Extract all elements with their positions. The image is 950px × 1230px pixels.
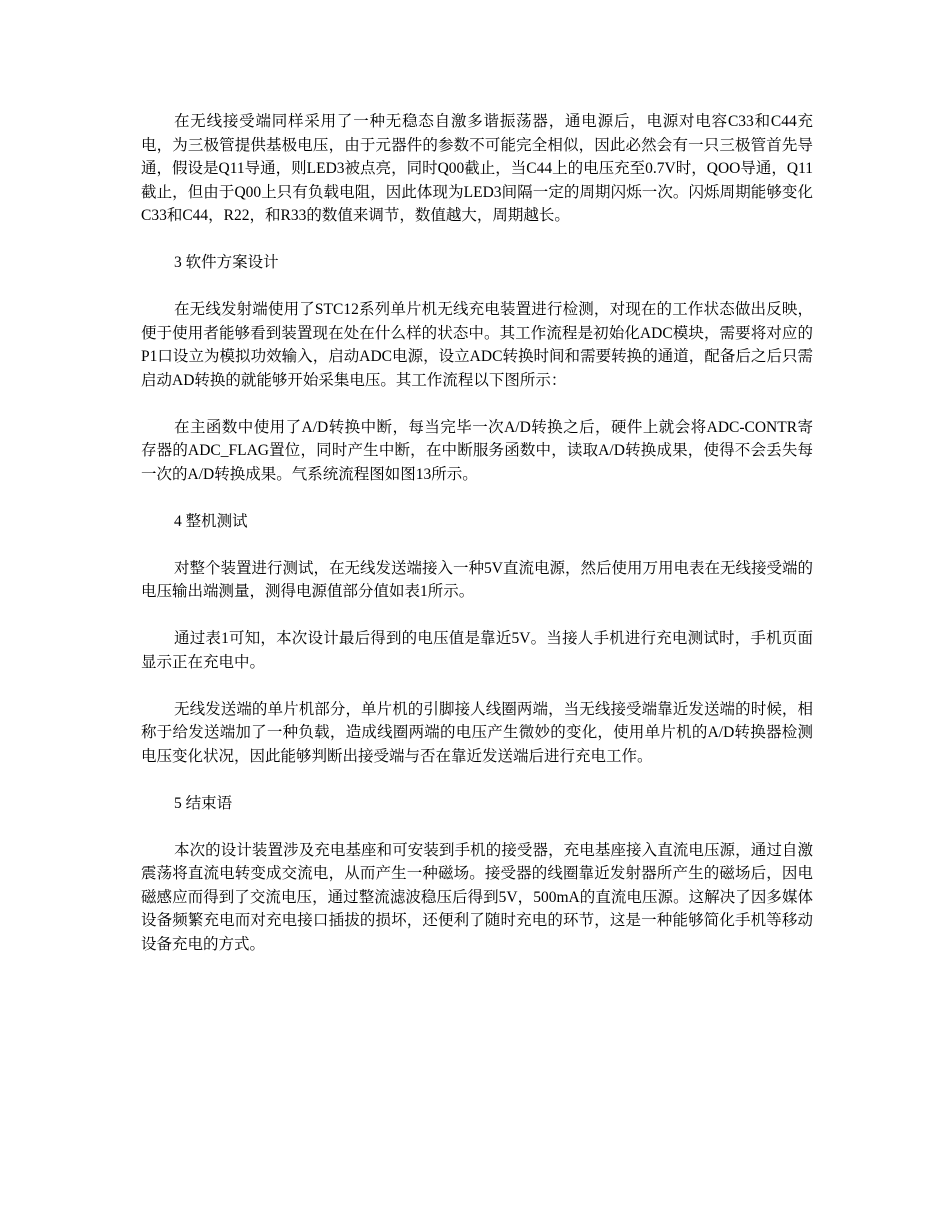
paragraph-conclusion: 本次的设计装置涉及充电基座和可安装到手机的接受器，充电基座接入直流电压源，通过自激震荡将直流电转变成交流电，从而产生一种磁场。接受器的线圈靠近发射器所产生的磁场后，因电磁感应而得到了交流电压，通过整流滤波稳压后得到5V，500mA的直流电压源。这解决了因多媒体设备频繁充电而对充电接口插拔的损坏，还便利了随时充电的环节，这是一种能够简化手机等移动设备充电的方式。 — [141, 841, 813, 953]
paragraph-transmitter-adc: 在无线发射端使用了STC12系列单片机无线充电装置进行检测，对现在的工作状态做出反映，便于使用者能够看到装置现在处在什么样的状态中。其工作流程是初始化ADC模块，需要将对应的P1口设立为模拟功效输入，启动ADC电源，设立ADC转换时间和需要转换的通道，配备后之后只需启动AD转换的就能够开始采集电压。其工作流程以下图所示： — [141, 301, 813, 389]
section-heading-testing: 4 整机测试 — [174, 512, 248, 530]
paragraph-receiver-oscillator: 在无线接受端同样采用了一种无稳态自激多谐振荡器，通电源后，电源对电容C33和C44充电，为三极管提供基极电压，由于元器件的参数不可能完全相似，因此必然会有一只三极管首先导通，假设是Q11导通，则LED3被点亮，同时Q00截止，当C44上的电压充至0.7V时，QOO导通，Q11截止，但由于Q00上只有负载电阻，因此体现为LED3间隔一定的周期闪烁一次。闪烁周期能够变化C33和C44，R22，和R33的数值来调节，数值越大，周期越长。 — [141, 113, 813, 224]
section-heading-software: 3 软件方案设计 — [174, 254, 279, 271]
document-body — [141, 110, 813, 980]
paragraph-test-setup: 对整个装置进行测试，在无线发送端接入一种5V直流电源，然后使用万用电表在无线接受端的电压输出端测量，测得电源值部分值如表1所示。 — [141, 559, 813, 600]
paragraph-test-result: 通过表1可知，本次设计最后得到的电压值是靠近5V。当接人手机进行充电测试时，手机页面显示正在充电中。 — [141, 630, 813, 671]
paragraph-detection: 无线发送端的单片机部分，单片机的引脚接人线圈两端，当无线接受端靠近发送端的时候，相称于给发送端加了一种负载，造成线圈两端的电压产生微妙的变化，使用单片机的A/D转换器检测电压变化状况，因此能够判断出接受端与否在靠近发送端后进行充电工作。 — [141, 700, 813, 765]
paragraph-ad-interrupt: 在主函数中使用了A/D转换中断，每当完毕一次A/D转换之后，硬件上就会将ADC-CONTR寄存器的ADC_FLAG置位，同时产生中断，在中断服务函数中，读取A/D转换成果，使得不会丢失每一次的A/D转换成果。气系统流程图如图13所示。 — [141, 418, 813, 483]
section-heading-conclusion: 5 结束语 — [174, 794, 233, 812]
